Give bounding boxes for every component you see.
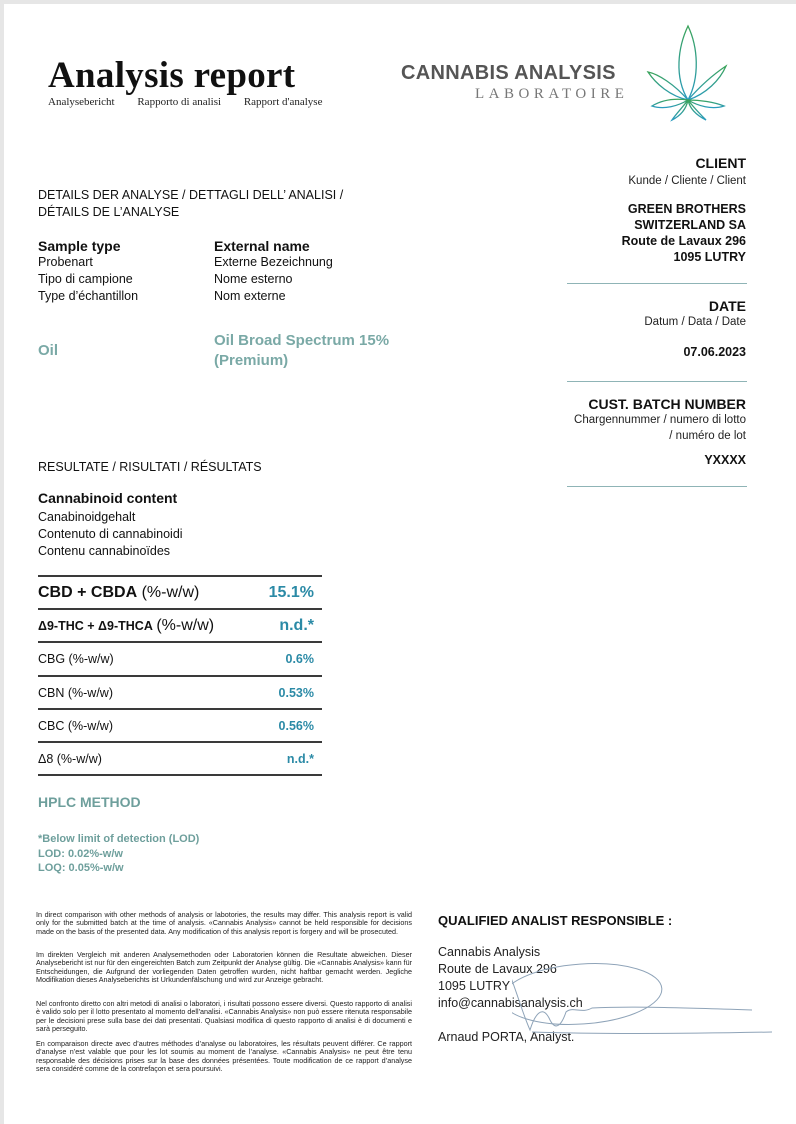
results-heading: RESULTATE / RISULTATI / RÉSULTATS — [38, 460, 262, 474]
row-value: 0.6% — [285, 652, 314, 666]
table-row — [38, 675, 322, 708]
table-row — [38, 575, 322, 608]
row-name-main: Δ9-THC + Δ9-THCA — [38, 618, 153, 633]
details-heading-line1: DETAILS DER ANALYSE / DETTAGLI DELL’ ANALISI / — [38, 188, 344, 202]
method-notes — [38, 832, 199, 876]
disclaimer-de: Im direkten Vergleich mit anderen Analysemethoden oder Laboratorien können die Resultate abweichen. Dieser Analysebericht ist nur für den eingereichten Batch zum Zeitpunkt der Analyse gültig. Die «Cannabis Analysis» kann für Entscheidungen, die Aufgrund der vorliegenden Daten getroffen wurden, nicht haftbar gemacht werden. Jegliche Modifikation dieses Analyseberichts ist Urkundenfälschung und wird zur Anzeige gebracht. — [36, 950, 412, 984]
external-name-block — [214, 238, 333, 305]
cannabinoid-block — [38, 490, 183, 560]
sample-type-de: Probenart — [38, 255, 93, 269]
row-value: 0.53% — [278, 685, 314, 700]
row-value: 15.1% — [268, 583, 314, 601]
logo-name: CANNABIS ANALYSIS — [401, 62, 616, 84]
date-translations: Datum / Data / Date — [644, 316, 746, 328]
row-name: CBG (%-w/w) — [38, 652, 114, 666]
loq-value: LOQ: 0.05%-w/w — [38, 862, 124, 874]
client-line: GREEN BROTHERS — [627, 202, 746, 216]
row-name: CBC (%-w/w) — [38, 718, 113, 733]
client-block — [622, 155, 746, 265]
table-row — [38, 641, 322, 675]
external-name-value-line2: (Premium) — [214, 352, 289, 369]
table-row — [38, 608, 322, 641]
client-translations: Kunde / Cliente / Client — [628, 175, 746, 187]
subtitle-de: Analysebericht — [48, 96, 115, 108]
divider — [567, 381, 747, 382]
sample-type-block — [38, 238, 138, 305]
divider — [567, 486, 747, 487]
row-name: CBN (%-w/w) — [38, 685, 113, 700]
client-line: Route de Lavaux 296 — [621, 234, 746, 248]
external-name-value — [214, 331, 389, 371]
responsible-email[interactable]: info@cannabisanalysis.ch — [438, 996, 583, 1010]
disclaimer-en: In direct comparison with other methods of analysis or labotories, the results may differ. This analysis report is valid only for the submitted batch at the time of analysis. «Cannabis Analysis» cannot be held responsible for decisions made on the basis of the presented data. Any modification of this analysis report is forgery and will be prosecuted. — [36, 910, 412, 936]
date-value: 07.06.2023 — [683, 345, 746, 359]
row-value: n.d.* — [279, 616, 314, 634]
page-title: Analysis report — [48, 55, 296, 96]
cannabis-leaf-icon — [644, 22, 728, 124]
lod-footnote: *Below limit of detection (LOD) — [38, 833, 200, 845]
date-label: DATE — [708, 298, 746, 314]
cannabinoid-it: Contenuto di cannabinoidi — [38, 527, 183, 541]
sample-type-fr: Type d’échantillon — [38, 289, 139, 303]
external-name-fr: Nom externe — [214, 289, 286, 303]
row-name-main: CBD + CBDA — [38, 583, 138, 601]
date-block — [644, 298, 746, 360]
responsible-line: 1095 LUTRY — [438, 979, 511, 993]
responsible-line: Route de Lavaux 296 — [438, 962, 557, 976]
client-line: 1095 LUTRY — [673, 250, 746, 264]
batch-label: CUST. BATCH NUMBER — [588, 396, 746, 412]
row-name — [38, 584, 199, 602]
logo-tagline: LABORATOIRE — [475, 86, 629, 102]
details-heading-line2: DÉTAILS DE L’ANALYSE — [38, 205, 180, 219]
subtitle-it: Rapporto di analisi — [137, 96, 222, 108]
title-translations — [48, 96, 342, 108]
row-name — [38, 617, 214, 635]
report-page — [4, 4, 796, 1124]
table-row — [38, 708, 322, 741]
row-unit: (%-w/w) — [156, 616, 215, 634]
sample-type-value: Oil — [38, 342, 59, 359]
analyst-name: Arnaud PORTA, Analyst. — [438, 1030, 575, 1044]
responsible-heading: QUALIFIED ANALIST RESPONSIBLE : — [438, 913, 673, 928]
external-name-value-line1: Oil Broad Spectrum 15% — [214, 332, 390, 349]
external-name-de: Externe Bezeichnung — [214, 255, 333, 269]
sample-type-label: Sample type — [38, 238, 121, 254]
client-label: CLIENT — [695, 155, 746, 171]
batch-block — [574, 396, 746, 468]
batch-value: YXXXX — [704, 453, 746, 467]
divider — [567, 283, 747, 284]
batch-translations-2: / numéro de lot — [669, 430, 746, 442]
subtitle-fr: Rapport d'analyse — [243, 96, 323, 108]
row-unit: (%-w/w) — [141, 583, 200, 601]
results-table — [38, 575, 322, 776]
row-value: n.d.* — [286, 751, 314, 766]
table-row — [38, 741, 322, 776]
row-name: Δ8 (%-w/w) — [38, 751, 102, 766]
disclaimer-it: Nel confronto diretto con altri metodi di analisi o laboratori, i risultati possono essere diversi. Questo rapporto di analisi è valido solo per il lotto presentato al momento dell'analisi. «Cannabis Analysis» non può essere ritenuta responsabile per le decisioni prese sulla base dei dati presentati. Qualsiasi modifica di questo rapporto di analisi è di documenti e sarà perseguito. — [36, 999, 412, 1033]
sample-type-it: Tipo di campione — [38, 272, 133, 286]
disclaimer-fr: En comparaison directe avec d’autres méthodes d’analyse ou laboratoires, les résultats peuvent différer. Ce rapport d’analyse n’est valable que pour les lot soumis au moment de l’analyse. «Cannabis Analysis» ne peut être tenu responsable des décisions prises sur la base des données présentées. Toute modification de ce rapport d’analyse sera considéré comme de la contrefaçon et sera poursuivi. — [36, 1039, 412, 1073]
batch-translations-1: Chargennummer / numero di lotto — [574, 414, 746, 426]
client-line: SWITZERLAND SA — [634, 218, 746, 232]
cannabinoid-de: Canabinoidgehalt — [38, 510, 136, 524]
cannabinoid-fr: Contenu cannabinoïdes — [38, 544, 171, 558]
signature — [512, 962, 782, 1042]
external-name-label: External name — [214, 238, 310, 254]
method-label: HPLC METHOD — [38, 794, 141, 810]
responsible-line: Cannabis Analysis — [438, 945, 541, 959]
external-name-it: Nome esterno — [214, 272, 293, 286]
cannabinoid-label: Cannabinoid content — [38, 490, 178, 506]
details-heading — [38, 187, 343, 221]
lod-value: LOD: 0.02%-w/w — [38, 847, 123, 860]
row-value: 0.56% — [278, 718, 314, 733]
